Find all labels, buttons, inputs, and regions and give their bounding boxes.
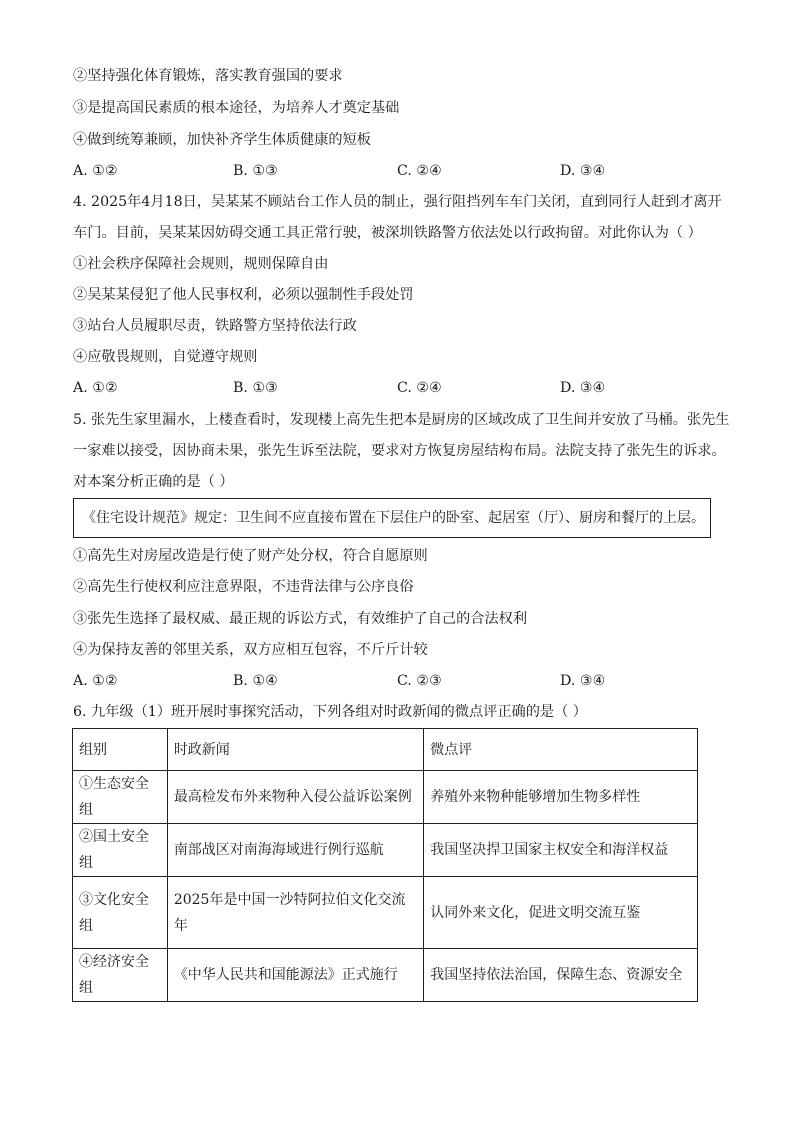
cell-comment: 认同外来文化，促进文明交流互鉴 [424,877,698,949]
q3-option-a: A. ①② [73,163,118,179]
header-news: 时政新闻 [167,729,423,771]
cell-group: ④经济安全组 [73,949,168,1002]
q5-regulation-box: 《住宅设计规范》规定：卫生间不应直接布置在下层住户的卧室、起居室（厅）、厨房和餐厅的上层。 [73,498,711,538]
cell-group: ③文化安全组 [73,877,168,949]
cell-comment: 我国坚决捍卫国家主权安全和海洋权益 [424,824,698,877]
q3-item-2: ②坚持强化体育锻炼，落实教育强国的要求 [73,68,343,84]
q3-option-c: C. ②④ [397,163,442,179]
q4-stem-line2: 车门。目前，吴某某因妨碍交通工具正常行驶，被深圳铁路警方依法处以行政拘留。对此你认为（ ） [73,225,702,241]
q5-item-4: ④为保持友善的邻里关系，双方应相互包容，不斤斤计较 [73,642,428,658]
cell-group: ①生态安全组 [73,771,168,824]
q5-item-1: ①高先生对房屋改造是行使了财产处分权，符合自愿原则 [73,548,428,564]
cell-news: 《中华人民共和国能源法》正式施行 [167,949,423,1002]
table-row [73,877,698,949]
header-group: 组别 [73,729,168,771]
header-comment: 微点评 [424,729,698,771]
cell-group: ②国土安全组 [73,824,168,877]
q5-stem-line1: 5. 张先生家里漏水，上楼查看时，发现楼上高先生把本是厨房的区域改成了卫生间并安放了马桶。张先生 [73,412,730,428]
q4-stem-line1: 4. 2025年4月18日，吴某某不顾站台工作人员的制止，强行阻挡列车车门关闭，直到同行人赶到才离开 [73,194,722,210]
cell-news: 最高检发布外来物种入侵公益诉讼案例 [167,771,423,824]
cell-comment: 我国坚持依法治国，保障生态、资源安全 [424,949,698,1002]
q5-option-b: B. ①④ [233,673,278,689]
q4-item-2: ②吴某某侵犯了他人民事权利，必须以强制性手段处罚 [73,287,414,303]
q3-item-3: ③是提高国民素质的根本途径，为培养人才奠定基础 [73,100,400,116]
q4-item-1: ①社会秩序保障社会规则，规则保障自由 [73,256,329,272]
q4-option-b: B. ①③ [233,380,278,396]
q5-item-2: ②高先生行使权利应注意界限，不违背法律与公序良俗 [73,579,414,595]
q4-option-a: A. ①② [73,380,118,396]
q3-option-d: D. ③④ [560,163,606,179]
q3-option-b: B. ①③ [233,163,278,179]
q5-option-a: A. ①② [73,673,118,689]
table-header-row [73,729,698,771]
q4-item-3: ③站台人员履职尽责，铁路警方坚持依法行政 [73,318,357,334]
cell-news: 南部战区对南海海域进行例行巡航 [167,824,423,877]
cell-comment: 养殖外来物种能够增加生物多样性 [424,771,698,824]
table-row [73,824,698,877]
cell-news: 2025年是中国一沙特阿拉伯文化交流年 [167,877,423,949]
q5-option-c: C. ②③ [397,673,442,689]
q5-item-3: ③张先生选择了最权威、最正规的诉讼方式，有效维护了自己的合法权利 [73,611,528,627]
q6-stem: 6. 九年级（1）班开展时事探究活动，下列各组对时政新闻的微点评正确的是（ ） [73,704,587,720]
q4-option-c: C. ②④ [397,380,442,396]
table-row [73,949,698,1002]
q6-news-table [72,728,698,1002]
q3-item-4: ④做到统筹兼顾，加快补齐学生体质健康的短板 [73,132,371,148]
q5-option-d: D. ③④ [560,673,606,689]
q4-option-d: D. ③④ [560,380,606,396]
q5-stem-line3: 对本案分析正确的是（ ） [73,474,234,490]
table-row [73,771,698,824]
q4-item-4: ④应敬畏规则，自觉遵守规则 [73,349,258,365]
q5-stem-line2: 一家难以接受，因协商未果，张先生诉至法院，要求对方恢复房屋结构布局。法院支持了张先生的诉求。 [73,443,726,459]
